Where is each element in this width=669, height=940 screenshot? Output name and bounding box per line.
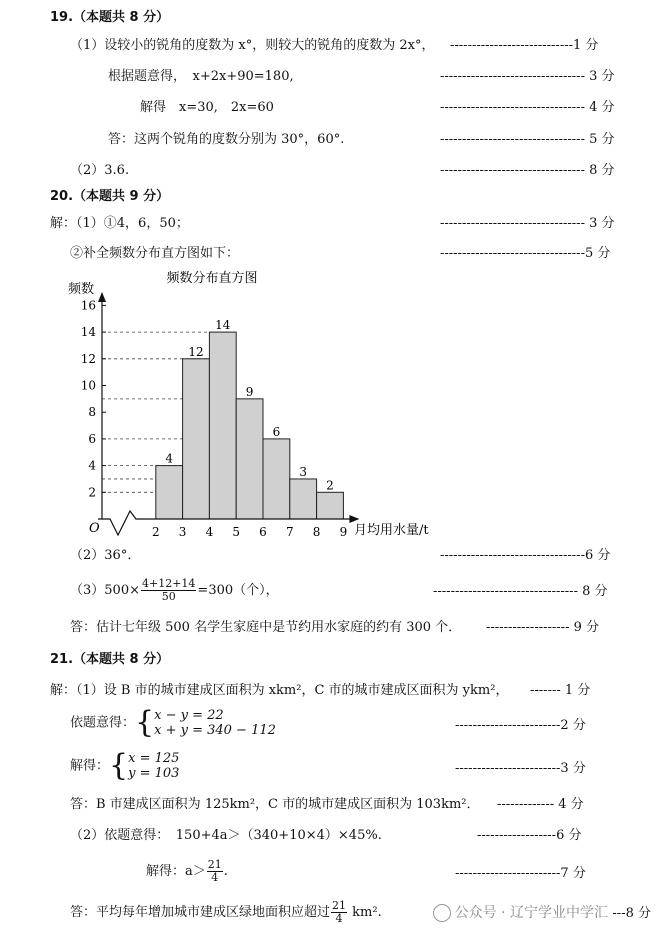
left-brace-symbol: { — [109, 748, 129, 783]
q20-header: 20.（本题共 9 分） — [50, 189, 170, 204]
q21-line3-pre: 解得： — [70, 758, 110, 774]
bar-value-label: 14 — [215, 318, 231, 333]
q19-line5-score: --------------------------------- 8 分 — [440, 163, 615, 178]
y-tick-label: 8 — [88, 405, 96, 420]
x-axis-label: 月均用水量/t — [354, 523, 429, 538]
q20-line2: ②补全频数分布直方图如下： — [70, 246, 240, 261]
q21-frac2-denominator: 4 — [335, 912, 343, 925]
q19-line5: （2）3.6. — [70, 163, 130, 178]
q21-line3 — [70, 748, 180, 783]
q19-header: 19.（本题共 8 分） — [50, 10, 170, 25]
q20-line3-score: ---------------------------------6 分 — [440, 548, 611, 563]
q20-line1-score: --------------------------------- 3 分 — [440, 216, 615, 231]
q21-line1-score: ------- 1 分 — [530, 683, 591, 698]
q21-line2-score: ------------------------2 分 — [455, 718, 586, 733]
watermark-text: 公众号 · 辽宁学业中学汇 — [454, 905, 608, 921]
q21-line6-pre: 解得：a＞ — [146, 864, 206, 879]
q21-eq1: x − y = 22 — [154, 708, 224, 723]
q21-line7-score: ---8 分 — [612, 906, 651, 921]
q19-line2-score: --------------------------------- 3 分 — [440, 69, 615, 84]
q21-line7-post: km². — [348, 905, 382, 920]
wechat-logo-icon — [433, 904, 451, 922]
q19-line1-score: ----------------------------1 分 — [450, 38, 599, 53]
histogram-bar-7-8 — [290, 479, 317, 519]
q21-line2 — [70, 705, 276, 740]
x-tick-label: 9 — [339, 525, 348, 539]
q21-frac2-numerator: 21 — [332, 899, 347, 912]
y-tick-label: 6 — [88, 431, 96, 446]
y-tick-label: 2 — [88, 485, 96, 500]
left-brace-symbol: { — [135, 705, 155, 740]
x-tick-label: 4 — [205, 525, 214, 539]
frequency-histogram — [0, 262, 669, 552]
q19-line4-score: --------------------------------- 5 分 — [440, 132, 615, 147]
q19-line4: 答：这两个锐角的度数分别为 30°，60°. — [108, 132, 345, 147]
x-tick-label: 8 — [312, 525, 321, 539]
q21-line1: 解：（1）设 B 市的城市建成区面积为 xkm²，C 市的城市建成区面积为 ykm²， — [50, 683, 509, 698]
histogram-bar-6-7 — [263, 439, 290, 519]
x-tick-label: 3 — [178, 525, 187, 539]
watermark — [433, 902, 651, 922]
histogram-bar-5-6 — [236, 399, 263, 519]
bar-value-label: 2 — [326, 478, 334, 493]
histogram-bar-3-4 — [183, 359, 210, 519]
q21-line4: 答：B 市建成区面积为 125km²，C 市的城市建成区面积为 103km²． — [70, 797, 480, 812]
y-tick-label: 14 — [80, 325, 96, 340]
q19-line3: 解得 x=30, 2x=60 — [140, 100, 274, 115]
q20-line4-post: =300（个）， — [197, 583, 279, 598]
q21-sol2: y = 103 — [128, 766, 180, 781]
y-tick-label: 10 — [80, 378, 96, 393]
q21-line6-score: ------------------------7 分 — [455, 866, 586, 881]
x-axis-arrow-icon — [349, 515, 359, 523]
q21-line3-score: ------------------------3 分 — [455, 761, 586, 776]
q21-line2-pre: 依题意得： — [70, 715, 136, 731]
bar-value-label: 6 — [272, 424, 281, 439]
q20-line4-score: --------------------------------- 8 分 — [433, 584, 608, 599]
bar-value-label: 3 — [299, 464, 308, 479]
q21-equation-system-1 — [154, 708, 276, 738]
q21-line6 — [146, 858, 228, 886]
q21-equation-system-2 — [128, 751, 179, 781]
q21-line7-pre: 答：平均每年增加城市建成区绿地面积应超过 — [70, 905, 331, 920]
x-tick-label: 2 — [151, 525, 160, 539]
q21-frac1-numerator: 21 — [207, 858, 222, 871]
q19-line2: 根据题意得， x+2x+90=180, — [108, 69, 294, 84]
q20-line1: 解：（1）①4，6，50； — [50, 216, 189, 231]
q20-line4-pre: （3）500× — [70, 583, 140, 598]
bar-value-label: 4 — [165, 451, 174, 466]
q20-line4 — [70, 578, 279, 604]
q20-line3: （2）36°． — [70, 548, 141, 563]
chart-title: 频数分布直方图 — [166, 271, 258, 286]
q21-line6-post: . — [223, 864, 228, 879]
q21-fraction-1 — [207, 859, 223, 884]
bar-value-label: 12 — [188, 344, 204, 359]
y-tick-label: 4 — [88, 458, 96, 473]
q20-line2-score: ---------------------------------5 分 — [440, 246, 611, 261]
bar-value-label: 9 — [245, 384, 254, 399]
histogram-bar-4-5 — [209, 332, 236, 519]
q20-frac-numerator: 4+12+14 — [141, 577, 196, 590]
q21-line5-score: ------------------6 分 — [477, 828, 582, 843]
y-axis-label: 频数 — [68, 282, 95, 297]
q20-fraction — [141, 578, 196, 603]
q19-line1: （1）设较小的锐角的度数为 x°，则较大的锐角的度数为 2x°， — [70, 38, 435, 53]
q20-line5: 答：估计七年级 500 名学生家庭中是节约用水家庭的约有 300 个． — [70, 620, 462, 635]
y-tick-label: 12 — [80, 351, 96, 366]
q20-line5-score: ------------------- 9 分 — [486, 620, 599, 635]
y-tick-label: 16 — [80, 298, 96, 313]
q21-line7 — [70, 899, 382, 927]
x-tick-label: 6 — [259, 525, 267, 539]
q21-line5: （2）依题意得： 150+4a＞（340+10×4）×45%. — [70, 828, 382, 843]
y-axis-arrow-icon — [98, 292, 106, 302]
origin-label: O — [89, 521, 100, 536]
q21-sol1: x = 125 — [128, 751, 180, 766]
q21-header: 21.（本题共 8 分） — [50, 652, 170, 667]
x-tick-label: 5 — [232, 525, 241, 539]
q21-line4-score: ------------- 4 分 — [497, 797, 584, 812]
q21-frac1-denominator: 4 — [211, 871, 219, 884]
histogram-bar-2-3 — [156, 466, 183, 519]
x-tick-label: 7 — [285, 525, 294, 539]
q21-fraction-2 — [331, 900, 347, 925]
histogram-bar-8-9 — [317, 492, 344, 519]
q21-eq2: x + y = 340 − 112 — [154, 723, 276, 738]
q19-line3-score: --------------------------------- 4 分 — [440, 100, 615, 115]
q20-frac-denominator: 50 — [161, 590, 176, 603]
